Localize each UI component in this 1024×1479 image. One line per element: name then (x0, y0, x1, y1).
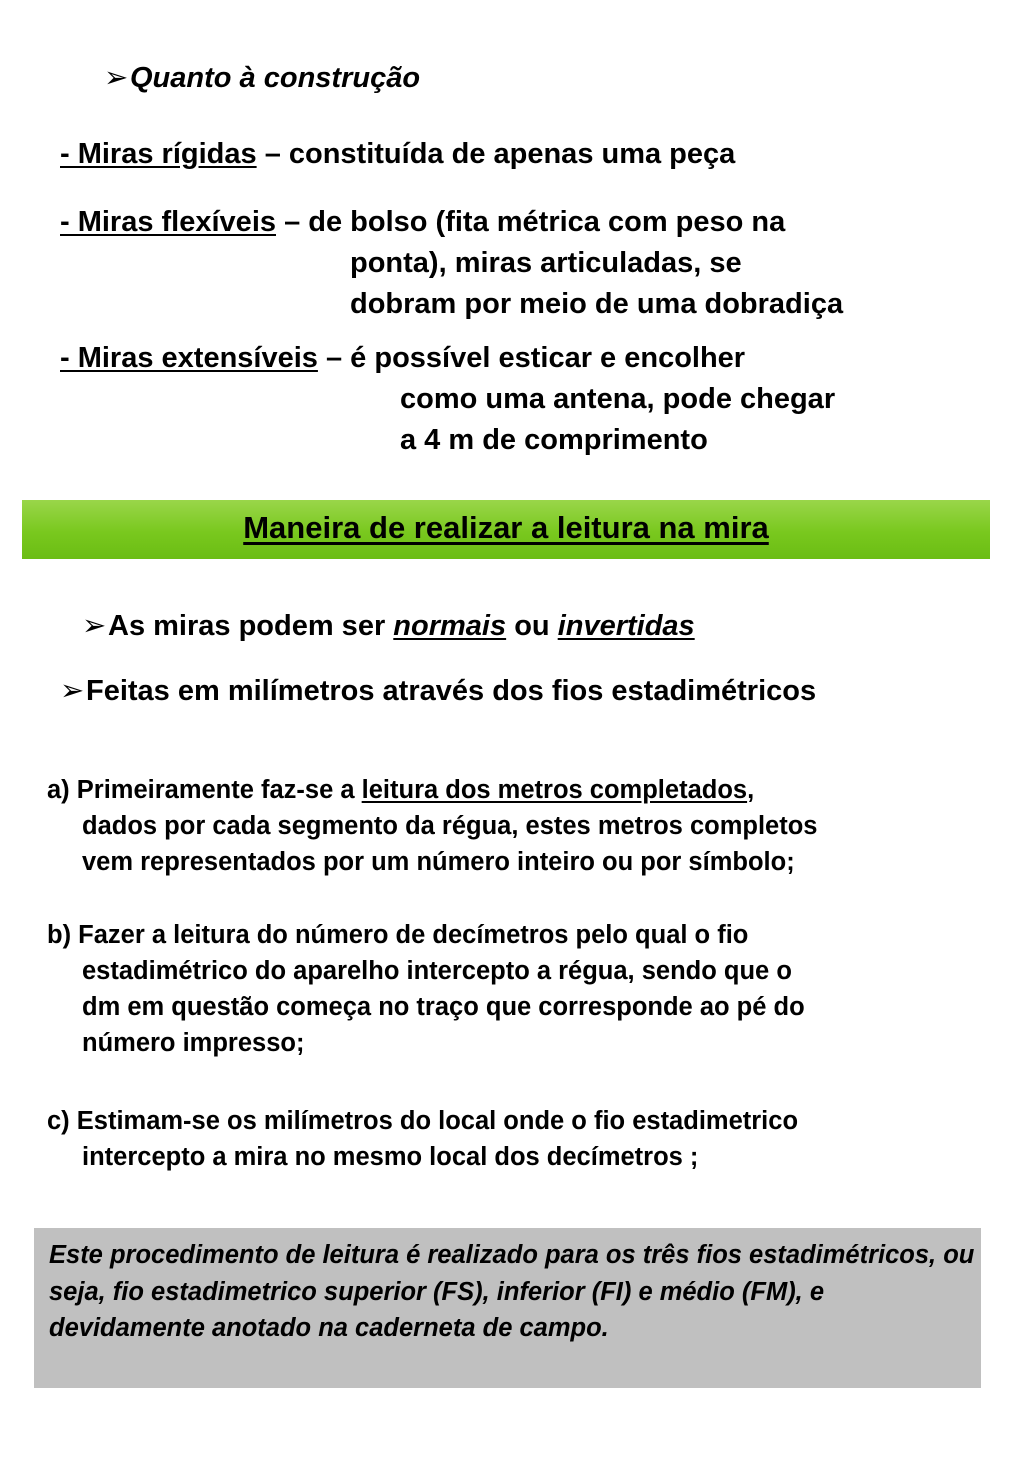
step-c-line: c) Estimam-se os milímetros do local onde o fio estadimetrico (47, 1107, 799, 1135)
bullet-text: Feitas em milímetros através dos fios estadimétricos (86, 675, 817, 707)
step-a-line: dados por cada segmento da régua, estes metros completos (82, 812, 818, 840)
type-desc-continuation: dobram por meio de uma dobradiça (350, 288, 844, 320)
bullet-emphasis-inverted: invertidas (557, 610, 695, 642)
type-desc-continuation: a 4 m de comprimento (400, 424, 708, 456)
type-desc-continuation: ponta), miras articuladas, se (350, 247, 742, 279)
step-a-line: vem representados por um número inteiro ou por símbolo; (82, 848, 795, 876)
type-desc: – de bolso (fita métrica com peso na (284, 206, 786, 238)
step-b-line: b) Fazer a leitura do número de decímetros pelo qual o fio (47, 921, 749, 949)
arrow-bullet-icon: ➢ (104, 62, 129, 94)
type-term: - Miras extensíveis (60, 342, 318, 374)
step-c-line: intercepto a mira no mesmo local dos decímetros ; (82, 1143, 699, 1171)
section-banner (22, 500, 990, 559)
step-b-line: número impresso; (82, 1029, 305, 1057)
heading-text: Quanto à construção (130, 62, 421, 94)
note-box (34, 1228, 981, 1388)
bullet-text-or: ou (514, 610, 550, 642)
type-term: - Miras flexíveis (60, 206, 276, 238)
arrow-bullet-icon: ➢ (60, 675, 85, 707)
type-item-flexible (60, 202, 785, 243)
step-b-line: dm em questão começa no traço que corresponde ao pé do (82, 993, 805, 1021)
type-desc: – constituída de apenas uma peça (264, 138, 736, 170)
section-heading-construction (104, 60, 420, 95)
type-item-rigid (60, 134, 735, 175)
step-text: , (747, 776, 755, 804)
arrow-bullet-icon: ➢ (82, 610, 107, 642)
bullet-mira-types (82, 606, 695, 647)
step-emphasis: leitura dos metros completados (361, 776, 748, 804)
type-desc: – é possível esticar e encolher (325, 342, 746, 374)
type-item-extensible (60, 338, 745, 379)
bullet-emphasis-normal: normais (393, 610, 507, 642)
note-text: Este procedimento de leitura é realizado para os três fios estadimétricos, ou seja, fio estadimetrico superior (FS), inferior (FI) e médio (FM), e devidamente anotado na caderneta de campo. (49, 1241, 975, 1342)
step-b-line: estadimétrico do aparelho intercepto a régua, sendo que o (82, 957, 792, 985)
step-text: a) Primeiramente faz-se a (47, 776, 355, 804)
bullet-text: As miras podem ser (108, 610, 386, 642)
bullet-millimeters (60, 671, 816, 712)
banner-title: Maneira de realizar a leitura na mira (243, 510, 769, 545)
step-a-line (47, 773, 754, 809)
type-term: - Miras rígidas (60, 138, 257, 170)
type-desc-continuation: como uma antena, pode chegar (400, 383, 836, 415)
